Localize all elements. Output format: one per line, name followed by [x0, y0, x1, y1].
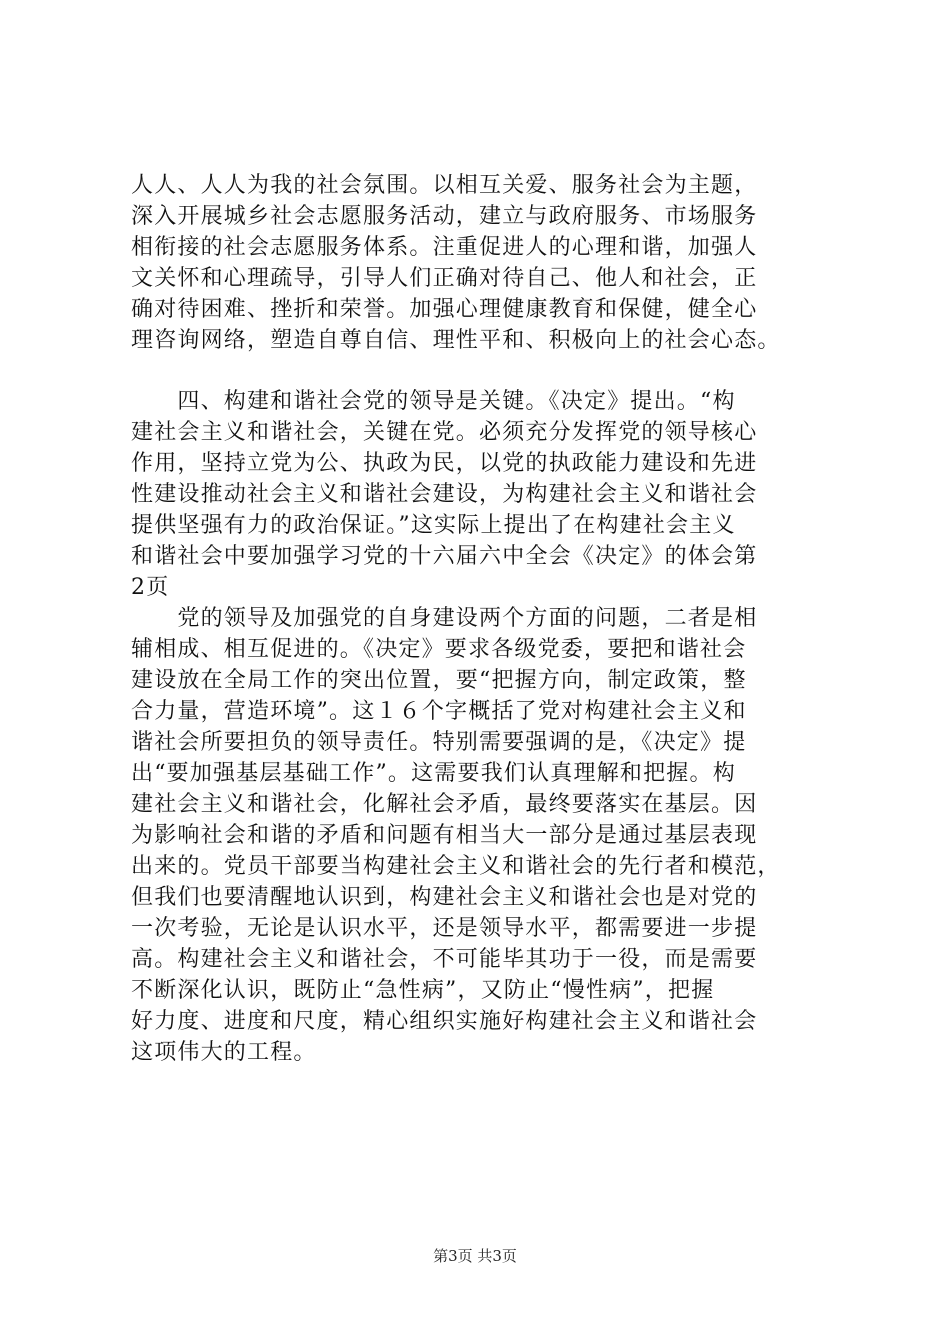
text-line: 一次考验，无论是认识水平，还是领导水平，都需要进一步提 [131, 916, 758, 941]
text-line: 出“要加强基层基础工作”。这需要我们认真理解和把握。构 [131, 761, 736, 786]
text-line: 和谐社会中要加强学习党的十六届六中全会《决定》的体会第 [131, 544, 758, 569]
text-line: 确对待困难、挫折和荣誉。加强心理健康教育和保健，健全心 [131, 297, 758, 322]
text-line: 建社会主义和谐社会，化解社会矛盾，最终要落实在基层。因 [131, 792, 758, 817]
paragraph-2 [131, 386, 851, 603]
text-line: 这项伟大的工程。 [131, 1040, 317, 1065]
text-line: 人人、人人为我的社会氛围。以相互关爱、服务社会为主题， [131, 173, 758, 198]
text-line: 合力量，营造环境”。这１６个字概括了党对构建社会主义和 [131, 699, 747, 724]
text-line: 出来的。党员干部要当构建社会主义和谐社会的先行者和模范， [131, 854, 781, 879]
text-line: 建社会主义和谐社会，关键在党。必须充分发挥党的领导核心 [131, 420, 758, 445]
paragraph-spacer [131, 356, 851, 386]
text-line: 不断深化认识，既防止“急性病”，又防止“慢性病”，把握 [131, 978, 715, 1003]
text-line: 深入开展城乡社会志愿服务活动，建立与政府服务、市场服务 [131, 204, 758, 229]
text-line: 辅相成、相互促进的。《决定》要求各级党委，要把和谐社会 [131, 637, 747, 662]
paragraph-3 [131, 603, 851, 1068]
document-body [131, 170, 851, 1068]
text-line: 性建设推动社会主义和谐社会建设，为构建社会主义和谐社会 [131, 482, 758, 507]
text-line: 文关怀和心理疏导，引导人们正确对待自己、他人和社会，正 [131, 266, 758, 291]
page-footer [0, 1245, 950, 1266]
page-indicator: 第3页 共3页 [433, 1247, 517, 1265]
text-line: 党的领导及加强党的自身建设两个方面的问题，二者是相 [131, 606, 758, 631]
text-line: 谐社会所要担负的领导责任。特别需要强调的是，《决定》提 [131, 730, 747, 755]
text-line: 四、构建和谐社会党的领导是关键。《决定》提出。“构 [131, 389, 736, 414]
text-line: 好力度、进度和尺度，精心组织实施好构建社会主义和谐社会 [131, 1009, 758, 1034]
text-line: 建设放在全局工作的突出位置，要“把握方向，制定政策，整 [131, 668, 747, 693]
text-line: 提供坚强有力的政治保证。”这实际上提出了在构建社会主义 [131, 513, 736, 538]
text-line: 为影响社会和谐的矛盾和问题有相当大一部分是通过基层表现 [131, 823, 758, 848]
text-line: 高。构建社会主义和谐社会，不可能毕其功于一役，而是需要 [131, 947, 758, 972]
text-line: 作用，坚持立党为公、执政为民，以党的执政能力建设和先进 [131, 451, 758, 476]
text-line: 理咨询网络，塑造自尊自信、理性平和、积极向上的社会心态。 [131, 328, 781, 353]
paragraph-1 [131, 170, 851, 356]
text-line: 但我们也要清醒地认识到，构建社会主义和谐社会也是对党的 [131, 885, 758, 910]
text-line: 相衔接的社会志愿服务体系。注重促进人的心理和谐，加强人 [131, 235, 758, 260]
text-line: 2页 [131, 575, 170, 600]
